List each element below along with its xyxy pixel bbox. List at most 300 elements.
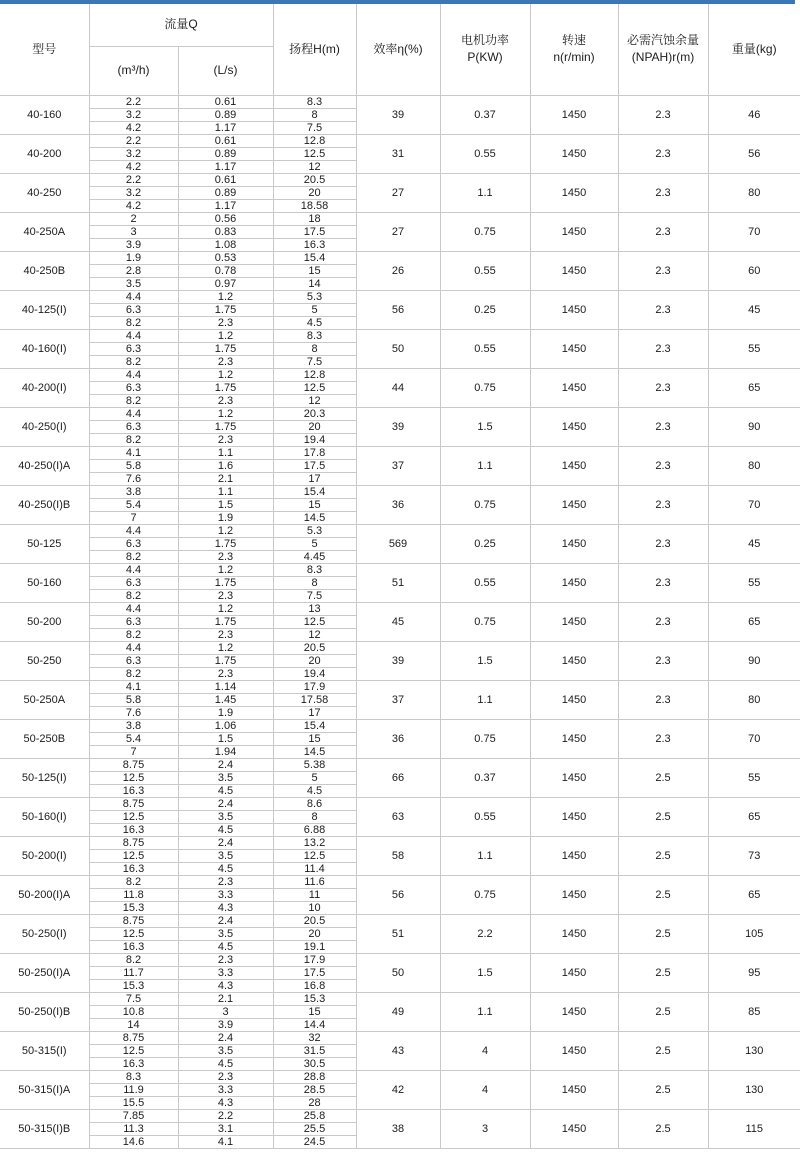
header-flow-group: 流量Q [89,4,273,46]
flow-m3h-cell: 6.3 [89,303,178,316]
head-cell: 5 [273,537,356,550]
weight-cell: 65 [708,875,800,914]
speed-cell: 1450 [530,485,618,524]
model-cell: 50-250B [0,719,89,758]
flow-m3h-cell: 8.75 [89,914,178,927]
flow-ls-cell: 1.2 [178,329,273,342]
weight-cell: 70 [708,212,800,251]
flow-ls-cell: 4.3 [178,979,273,992]
npsh-cell: 2.3 [618,563,708,602]
npsh-cell: 2.5 [618,1031,708,1070]
head-cell: 20 [273,927,356,940]
head-cell: 15.3 [273,992,356,1005]
power-cell: 1.1 [440,992,530,1031]
flow-ls-cell: 1.5 [178,732,273,745]
table-row [0,641,800,654]
flow-m3h-cell: 16.3 [89,823,178,836]
model-cell: 50-250(I)A [0,953,89,992]
table-row [0,524,800,537]
efficiency-cell: 37 [356,446,440,485]
head-cell: 17.8 [273,446,356,459]
head-cell: 24.5 [273,1135,356,1148]
header-power-line2: P(KW) [467,50,503,65]
flow-ls-cell: 1.45 [178,693,273,706]
flow-ls-cell: 0.56 [178,212,273,225]
flow-m3h-cell: 16.3 [89,862,178,875]
flow-ls-cell: 1.6 [178,459,273,472]
npsh-cell: 2.3 [618,680,708,719]
table-row [0,134,800,147]
head-cell: 17.5 [273,459,356,472]
efficiency-cell: 51 [356,563,440,602]
power-cell: 4 [440,1070,530,1109]
head-cell: 14 [273,277,356,290]
speed-cell: 1450 [530,953,618,992]
npsh-cell: 2.3 [618,329,708,368]
head-cell: 8.3 [273,563,356,576]
pump-spec-table [0,4,800,1149]
flow-m3h-cell: 4.4 [89,524,178,537]
head-cell: 12.5 [273,615,356,628]
flow-m3h-cell: 5.8 [89,459,178,472]
efficiency-cell: 37 [356,680,440,719]
flow-m3h-cell: 6.3 [89,654,178,667]
efficiency-cell: 49 [356,992,440,1031]
speed-cell: 1450 [530,719,618,758]
flow-ls-cell: 2.2 [178,1109,273,1122]
efficiency-cell: 26 [356,251,440,290]
npsh-cell: 2.5 [618,758,708,797]
flow-m3h-cell: 12.5 [89,927,178,940]
head-cell: 5.3 [273,290,356,303]
flow-ls-cell: 1.75 [178,615,273,628]
head-cell: 8.3 [273,329,356,342]
flow-ls-cell: 1.75 [178,303,273,316]
flow-ls-cell: 2.3 [178,667,273,680]
flow-m3h-cell: 8.75 [89,1031,178,1044]
weight-cell: 73 [708,836,800,875]
model-cell: 50-250 [0,641,89,680]
power-cell: 2.2 [440,914,530,953]
speed-cell: 1450 [530,1031,618,1070]
model-cell: 50-250(I) [0,914,89,953]
speed-cell: 1450 [530,602,618,641]
flow-m3h-cell: 7.6 [89,706,178,719]
flow-ls-cell: 2.3 [178,589,273,602]
npsh-cell: 2.3 [618,212,708,251]
power-cell: 0.55 [440,329,530,368]
weight-cell: 80 [708,173,800,212]
head-cell: 15 [273,264,356,277]
flow-m3h-cell: 14.6 [89,1135,178,1148]
head-cell: 12.8 [273,368,356,381]
flow-m3h-cell: 4.4 [89,368,178,381]
npsh-cell: 2.5 [618,992,708,1031]
head-cell: 25.5 [273,1122,356,1135]
flow-ls-cell: 2.4 [178,836,273,849]
model-cell: 50-250A [0,680,89,719]
flow-m3h-cell: 16.3 [89,1057,178,1070]
header-power [440,4,530,95]
speed-cell: 1450 [530,836,618,875]
model-cell: 40-160(I) [0,329,89,368]
head-cell: 25.8 [273,1109,356,1122]
npsh-cell: 2.3 [618,602,708,641]
flow-ls-cell: 1.5 [178,498,273,511]
header-npsh [618,4,708,95]
head-cell: 5.3 [273,524,356,537]
head-cell: 17.58 [273,693,356,706]
flow-m3h-cell: 4.4 [89,563,178,576]
flow-ls-cell: 0.89 [178,108,273,121]
speed-cell: 1450 [530,407,618,446]
flow-ls-cell: 0.53 [178,251,273,264]
flow-ls-cell: 1.17 [178,160,273,173]
flow-m3h-cell: 12.5 [89,810,178,823]
flow-m3h-cell: 6.3 [89,537,178,550]
flow-m3h-cell: 8.2 [89,875,178,888]
npsh-cell: 2.3 [618,134,708,173]
model-cell: 40-250(I) [0,407,89,446]
head-cell: 10 [273,901,356,914]
head-cell: 17.5 [273,966,356,979]
power-cell: 0.75 [440,875,530,914]
flow-ls-cell: 4.5 [178,784,273,797]
weight-cell: 90 [708,641,800,680]
speed-cell: 1450 [530,368,618,407]
npsh-cell: 2.5 [618,914,708,953]
flow-m3h-cell: 12.5 [89,1044,178,1057]
efficiency-cell: 39 [356,641,440,680]
table-row [0,1109,800,1122]
flow-m3h-cell: 3.8 [89,719,178,732]
head-cell: 31.5 [273,1044,356,1057]
efficiency-cell: 36 [356,719,440,758]
flow-ls-cell: 1.2 [178,368,273,381]
npsh-cell: 2.3 [618,368,708,407]
flow-ls-cell: 3.5 [178,849,273,862]
flow-ls-cell: 4.3 [178,1096,273,1109]
header-row-1 [0,4,800,46]
flow-ls-cell: 1.75 [178,654,273,667]
weight-cell: 55 [708,329,800,368]
table-header [0,4,800,95]
efficiency-cell: 45 [356,602,440,641]
flow-m3h-cell: 3.9 [89,238,178,251]
table-row [0,173,800,186]
header-speed-line2: n(r/min) [553,50,595,65]
head-cell: 7.5 [273,589,356,602]
efficiency-cell: 42 [356,1070,440,1109]
head-cell: 12.5 [273,147,356,160]
table-row [0,875,800,888]
flow-m3h-cell: 6.3 [89,576,178,589]
power-cell: 1.5 [440,641,530,680]
flow-ls-cell: 0.61 [178,173,273,186]
power-cell: 0.37 [440,758,530,797]
efficiency-cell: 39 [356,407,440,446]
flow-ls-cell: 1.14 [178,680,273,693]
head-cell: 15.4 [273,719,356,732]
npsh-cell: 2.5 [618,953,708,992]
head-cell: 12.8 [273,134,356,147]
flow-m3h-cell: 6.3 [89,615,178,628]
flow-ls-cell: 1.2 [178,407,273,420]
flow-ls-cell: 1.2 [178,641,273,654]
table-row [0,290,800,303]
efficiency-cell: 38 [356,1109,440,1148]
table-row [0,836,800,849]
weight-cell: 70 [708,485,800,524]
flow-ls-cell: 3.3 [178,966,273,979]
table-row [0,368,800,381]
head-cell: 20.5 [273,914,356,927]
flow-m3h-cell: 2.8 [89,264,178,277]
flow-ls-cell: 1.9 [178,511,273,524]
head-cell: 18.58 [273,199,356,212]
flow-m3h-cell: 11.8 [89,888,178,901]
flow-ls-cell: 1.2 [178,602,273,615]
flow-m3h-cell: 8.2 [89,550,178,563]
weight-cell: 60 [708,251,800,290]
power-cell: 0.75 [440,212,530,251]
flow-m3h-cell: 7.85 [89,1109,178,1122]
speed-cell: 1450 [530,758,618,797]
flow-ls-cell: 2.4 [178,797,273,810]
efficiency-cell: 36 [356,485,440,524]
model-cell: 50-315(I) [0,1031,89,1070]
efficiency-cell: 27 [356,212,440,251]
table-row [0,914,800,927]
efficiency-cell: 56 [356,875,440,914]
weight-cell: 65 [708,797,800,836]
flow-m3h-cell: 4.2 [89,160,178,173]
flow-ls-cell: 0.83 [178,225,273,238]
table-row [0,407,800,420]
efficiency-cell: 50 [356,329,440,368]
speed-cell: 1450 [530,1070,618,1109]
table-row [0,1070,800,1083]
header-npsh-line2: (NPAH)r(m) [631,50,695,65]
power-cell: 0.25 [440,290,530,329]
flow-m3h-cell: 3.8 [89,485,178,498]
head-cell: 28 [273,1096,356,1109]
flow-ls-cell: 1.75 [178,381,273,394]
speed-cell: 1450 [530,1109,618,1148]
head-cell: 13.2 [273,836,356,849]
flow-m3h-cell: 3 [89,225,178,238]
head-cell: 17 [273,472,356,485]
head-cell: 17 [273,706,356,719]
head-cell: 4.45 [273,550,356,563]
header-weight: 重量(kg) [708,4,800,95]
power-cell: 4 [440,1031,530,1070]
head-cell: 6.88 [273,823,356,836]
flow-ls-cell: 3.5 [178,1044,273,1057]
weight-cell: 45 [708,524,800,563]
head-cell: 8 [273,342,356,355]
npsh-cell: 2.3 [618,251,708,290]
efficiency-cell: 50 [356,953,440,992]
flow-ls-cell: 1.9 [178,706,273,719]
head-cell: 11 [273,888,356,901]
table-row [0,758,800,771]
header-flow-ls: (L/s) [178,46,273,95]
header-model: 型号 [0,4,89,95]
weight-cell: 105 [708,914,800,953]
flow-m3h-cell: 8.75 [89,758,178,771]
flow-m3h-cell: 5.4 [89,732,178,745]
head-cell: 16.8 [273,979,356,992]
efficiency-cell: 44 [356,368,440,407]
head-cell: 8 [273,576,356,589]
model-cell: 40-250B [0,251,89,290]
speed-cell: 1450 [530,992,618,1031]
flow-ls-cell: 0.78 [178,264,273,277]
speed-cell: 1450 [530,875,618,914]
weight-cell: 70 [708,719,800,758]
head-cell: 14.5 [273,745,356,758]
head-cell: 8.3 [273,95,356,108]
speed-cell: 1450 [530,134,618,173]
npsh-cell: 2.3 [618,485,708,524]
npsh-cell: 2.3 [618,290,708,329]
flow-ls-cell: 2.3 [178,433,273,446]
flow-ls-cell: 3.1 [178,1122,273,1135]
model-cell: 50-315(I)B [0,1109,89,1148]
weight-cell: 55 [708,758,800,797]
power-cell: 0.55 [440,563,530,602]
flow-m3h-cell: 4.1 [89,446,178,459]
flow-m3h-cell: 7 [89,745,178,758]
flow-m3h-cell: 8.2 [89,589,178,602]
efficiency-cell: 31 [356,134,440,173]
table-row [0,563,800,576]
flow-ls-cell: 2.4 [178,1031,273,1044]
model-cell: 50-200 [0,602,89,641]
header-head: 扬程H(m) [273,4,356,95]
head-cell: 11.6 [273,875,356,888]
power-cell: 0.25 [440,524,530,563]
flow-ls-cell: 1.1 [178,446,273,459]
speed-cell: 1450 [530,173,618,212]
weight-cell: 80 [708,446,800,485]
flow-m3h-cell: 4.4 [89,329,178,342]
head-cell: 8.6 [273,797,356,810]
header-flow-m3h: (m³/h) [89,46,178,95]
head-cell: 17.5 [273,225,356,238]
speed-cell: 1450 [530,446,618,485]
flow-ls-cell: 2.4 [178,914,273,927]
flow-ls-cell: 0.97 [178,277,273,290]
head-cell: 20 [273,420,356,433]
model-cell: 50-160(I) [0,797,89,836]
table-row [0,251,800,264]
model-cell: 50-200(I) [0,836,89,875]
flow-m3h-cell: 8.2 [89,316,178,329]
head-cell: 17.9 [273,680,356,693]
table-row [0,1031,800,1044]
model-cell: 50-250(I)B [0,992,89,1031]
flow-ls-cell: 1.94 [178,745,273,758]
weight-cell: 85 [708,992,800,1031]
efficiency-cell: 66 [356,758,440,797]
head-cell: 13 [273,602,356,615]
npsh-cell: 2.5 [618,1109,708,1148]
flow-ls-cell: 0.61 [178,95,273,108]
flow-m3h-cell: 5.4 [89,498,178,511]
head-cell: 19.1 [273,940,356,953]
weight-cell: 65 [708,368,800,407]
flow-m3h-cell: 3.2 [89,147,178,160]
weight-cell: 95 [708,953,800,992]
speed-cell: 1450 [530,680,618,719]
head-cell: 4.5 [273,784,356,797]
header-speed-line1: 转速 [561,32,586,47]
flow-m3h-cell: 3.5 [89,277,178,290]
flow-ls-cell: 2.3 [178,394,273,407]
power-cell: 0.37 [440,95,530,134]
flow-ls-cell: 4.5 [178,1057,273,1070]
flow-ls-cell: 1.75 [178,576,273,589]
flow-m3h-cell: 5.8 [89,693,178,706]
power-cell: 1.1 [440,836,530,875]
flow-m3h-cell: 4.4 [89,602,178,615]
head-cell: 19.4 [273,433,356,446]
header-power-line1: 电机功率 [460,32,509,47]
npsh-cell: 2.3 [618,407,708,446]
flow-ls-cell: 4.5 [178,823,273,836]
head-cell: 5 [273,303,356,316]
speed-cell: 1450 [530,524,618,563]
head-cell: 20 [273,186,356,199]
speed-cell: 1450 [530,641,618,680]
flow-ls-cell: 2.1 [178,992,273,1005]
head-cell: 15 [273,1005,356,1018]
power-cell: 1.5 [440,953,530,992]
model-cell: 50-315(I)A [0,1070,89,1109]
flow-m3h-cell: 8.2 [89,628,178,641]
head-cell: 8 [273,108,356,121]
header-npsh-line1: 必需汽蚀余量 [626,32,699,47]
power-cell: 0.75 [440,602,530,641]
head-cell: 12 [273,160,356,173]
flow-m3h-cell: 4.2 [89,199,178,212]
head-cell: 15 [273,498,356,511]
flow-ls-cell: 1.2 [178,290,273,303]
power-cell: 1.1 [440,173,530,212]
table-row [0,602,800,615]
flow-m3h-cell: 11.7 [89,966,178,979]
efficiency-cell: 569 [356,524,440,563]
speed-cell: 1450 [530,329,618,368]
table-row [0,95,800,108]
flow-ls-cell: 0.89 [178,147,273,160]
table-row [0,446,800,459]
table-row [0,719,800,732]
head-cell: 15.4 [273,485,356,498]
flow-ls-cell: 4.5 [178,940,273,953]
flow-ls-cell: 3.5 [178,810,273,823]
weight-cell: 56 [708,134,800,173]
head-cell: 20.5 [273,641,356,654]
flow-m3h-cell: 7 [89,511,178,524]
head-cell: 14.5 [273,511,356,524]
head-cell: 11.4 [273,862,356,875]
npsh-cell: 2.3 [618,641,708,680]
efficiency-cell: 51 [356,914,440,953]
flow-ls-cell: 3 [178,1005,273,1018]
